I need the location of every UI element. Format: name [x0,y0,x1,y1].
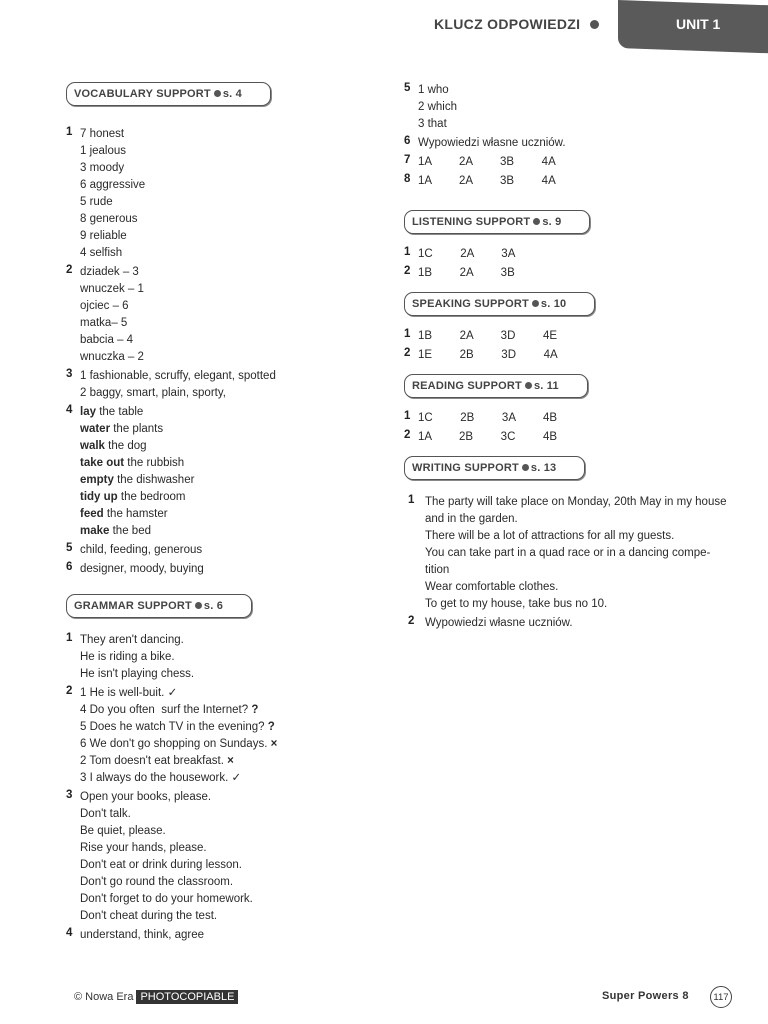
header-title: KLUCZ ODPOWIEDZI [434,16,581,32]
vocab-exercise-3: 3 1 fashionable, scruffy, elegant, spotted 2 baggy, smart, plain, sporty, [66,368,276,399]
vocab-exercise-6: 6 designer, moody, buying [66,561,204,575]
photocopiable-badge: PHOTOCOPIABLE [136,990,238,1004]
bullet-icon [532,300,539,307]
vocab-exercise-5b: 5 1 who 2 which 3 that [404,82,457,130]
footer-copyright: © Nowa Era PHOTOCOPIABLE [74,990,238,1004]
grammar-exercise-4: 4 understand, think, agree [66,927,205,941]
bullet-icon [522,464,529,471]
vocabulary-support-heading: VOCABULARY SUPPORT s. 4 [66,82,271,106]
left-column [66,82,366,944]
bullet-icon [533,218,540,225]
bullet-icon [525,382,532,389]
listening-exercise-1: 1 1C 2A 3A [404,246,516,260]
vocab-exercise-5: 5 child, feeding, generous [66,542,203,556]
reading-support-heading: READING SUPPORT s. 11 [404,374,588,398]
vocab-exercise-7: 7 1A 2A 3B 4A [404,154,556,168]
vocab-exercise-4: 4 lay the table water the plants walk the dog take out the rubbish empty the dishwasher tidy up the bedroom feed the hamster make the bed [66,404,195,537]
grammar-exercise-2: 2 1 He is well-buit. ✓ 4 Do you often surf the Internet? ? 5 Does he watch TV in the evening? ? 6 We don't go shopping on Sundays. × 2 Tom doesn't eat breakfast. × 3 I always do the housework. ✓ [66,685,278,784]
header-bullet-icon [590,20,599,29]
vocab-exercise-2: 2 dziadek – 3 wnuczek – 1 ojciec – 6 matka– 5 babcia – 4 wnuczka – 2 [66,264,144,363]
listening-exercise-2: 2 1B 2A 3B [404,265,515,279]
listening-support-heading: LISTENING SUPPORT s. 9 [404,210,590,234]
speaking-exercise-1: 1 1B 2A 3D 4E [404,328,558,342]
grammar-exercise-1: 1 They aren't dancing. He is riding a bike. He isn't playing chess. [66,632,195,680]
speaking-support-heading: SPEAKING SUPPORT s. 10 [404,292,595,316]
reading-exercise-2: 2 1A 2B 3C 4B [404,429,558,443]
page-number: 117 [710,986,732,1008]
writing-support-heading: WRITING SUPPORT s. 13 [404,456,585,480]
bullet-icon [195,602,202,609]
right-column [404,82,734,632]
vocab-exercise-8: 8 1A 2A 3B 4A [404,173,556,187]
vocab-exercise-1: 1 7 honest 1 jealous 3 moody 6 aggressive 5 rude 8 generous 9 reliable 4 selfish [66,126,146,259]
writing-exercise-2: 2 Wypowiedzi własne uczniów. [408,615,573,629]
vocab-exercise-6b: 6 Wypowiedzi własne uczniów. [404,135,566,149]
bullet-icon [214,90,221,97]
unit-label: UNIT 1 [676,16,721,32]
grammar-support-heading: GRAMMAR SUPPORT s. 6 [66,594,252,618]
speaking-exercise-2: 2 1E 2B 3D 4A [404,347,558,361]
reading-exercise-1: 1 1C 2B 3A 4B [404,410,558,424]
grammar-exercise-3: 3 Open your books, please. Don't talk. Be quiet, please. Rise your hands, please. Don't eat or drink during lesson. Don't go round the classroom. Don't forget to do your homework. Don't cheat during the test. [66,789,253,922]
book-title: Super Powers 8 [602,990,689,1002]
writing-exercise-1: 1 The party will take place on Monday, 20th May in my house and in the garden. There will be a lot of attractions for all my guests. You can take part in a quad race or in a dancing compe-tition Wear comfortable clothes. To get to my house, take bus no 10. [408,494,727,610]
